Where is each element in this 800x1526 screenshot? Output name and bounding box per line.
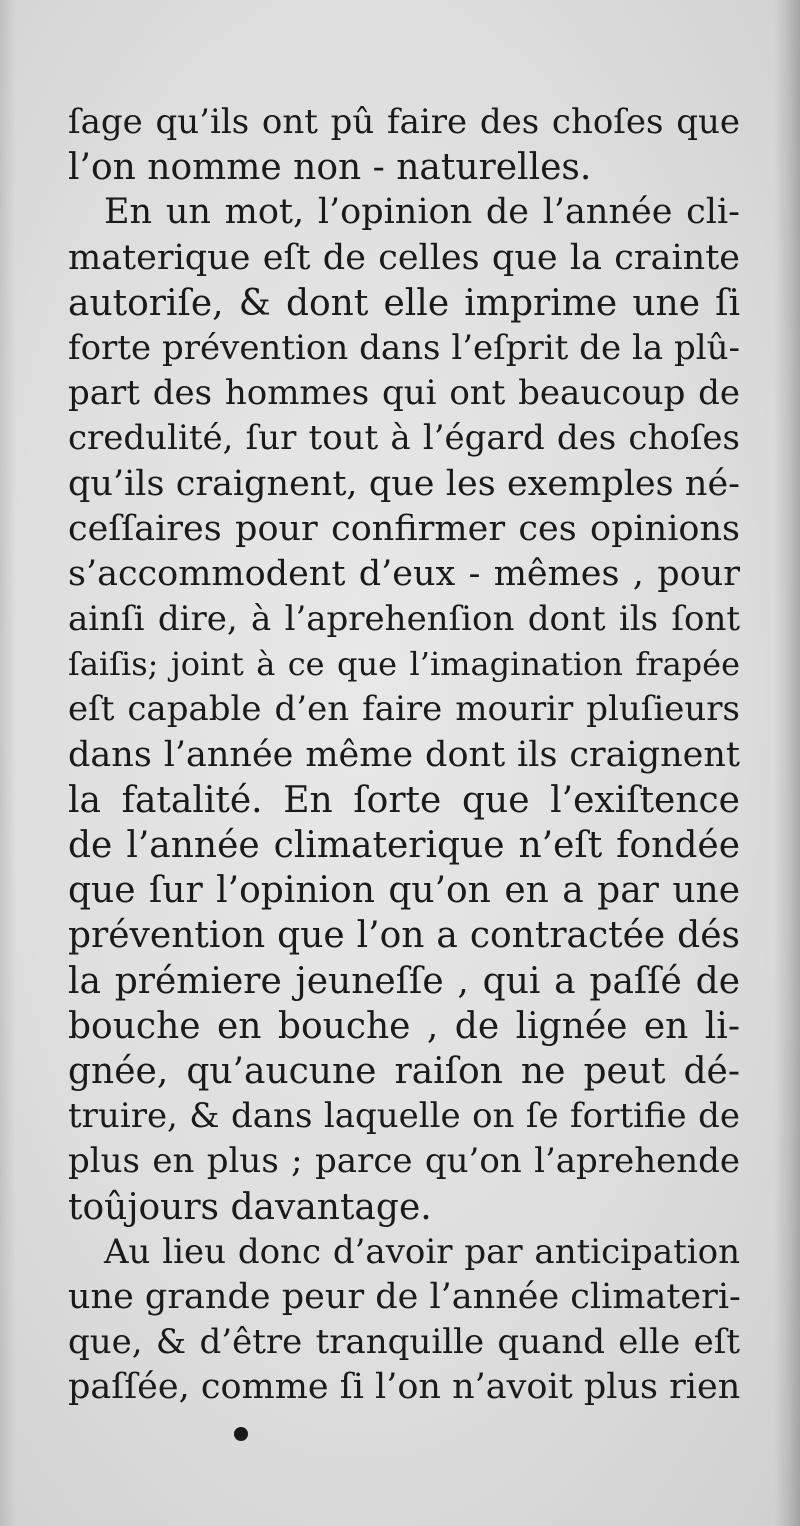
text-line: part des hommes qui ont beaucoup de [68, 373, 740, 414]
text-line: En un mot, l’opinion de l’année cli- [104, 192, 740, 233]
text-line: ſaiſis; joint à ce que l’imagination frapée [68, 645, 740, 684]
text-line: la fatalité. En ſorte que l’exiſtence [68, 779, 740, 821]
text-line: gnée, qu’aucune raiſon ne peut dé- [68, 1050, 740, 1092]
text-line: ſage qu’ils ont pû faire des choſes que [68, 102, 740, 142]
text-line: dans l’année même dont ils craignent [68, 734, 740, 775]
ink-dot-mark [234, 1427, 248, 1441]
text-line: ainſi dire, à l’aprehenſion dont ils ſont [68, 599, 740, 640]
page-left-shadow [0, 0, 16, 1526]
text-line: l’on nomme non - naturelles. [68, 147, 592, 189]
text-line: eſt capable d’en faire mourir pluſieurs [68, 689, 740, 730]
page-right-shadow [774, 0, 800, 1526]
text-line: bouche en bouche , de lignée en li- [68, 1005, 740, 1047]
text-line: plus en plus ; parce qu’on l’aprehende [68, 1141, 740, 1182]
text-line: prévention que l’on a contractée dés [68, 915, 740, 957]
text-line: truire, & dans laquelle on ſe fortifie de [68, 1096, 740, 1137]
text-line: ceſſaires pour confirmer ces opinions [68, 508, 740, 549]
text-line: forte prévention dans l’eſprit de la plû- [68, 327, 740, 368]
body-text [68, 100, 740, 1410]
text-line: toûjours davantage. [68, 1186, 432, 1228]
text-line: qu’ils craignent, que les exemples né- [68, 463, 740, 504]
text-line: que, & d’être tranquille quand elle eſt [68, 1322, 740, 1363]
text-line: la prémiere jeuneſſe , qui a paſſé de [68, 960, 740, 1002]
text-line: que ſur l’opinion qu’on en a par une [68, 870, 740, 912]
text-line: paſſée, comme ſi l’on n’avoit plus rien [68, 1367, 741, 1408]
text-line: autoriſe, & dont elle imprime une ſi [68, 282, 740, 324]
text-line: une grande peur de l’année climateri- [68, 1276, 741, 1317]
text-line: materique eſt de celles que la crainte [68, 237, 740, 278]
text-line: de l’année climaterique n’eſt fondée [68, 825, 740, 866]
text-line: Au lieu donc d’avoir par anticipation [104, 1231, 740, 1272]
text-line: credulité, ſur tout à l’égard des choſes [68, 418, 740, 459]
text-line: s’accommodent d’eux - mêmes , pour [68, 553, 740, 594]
